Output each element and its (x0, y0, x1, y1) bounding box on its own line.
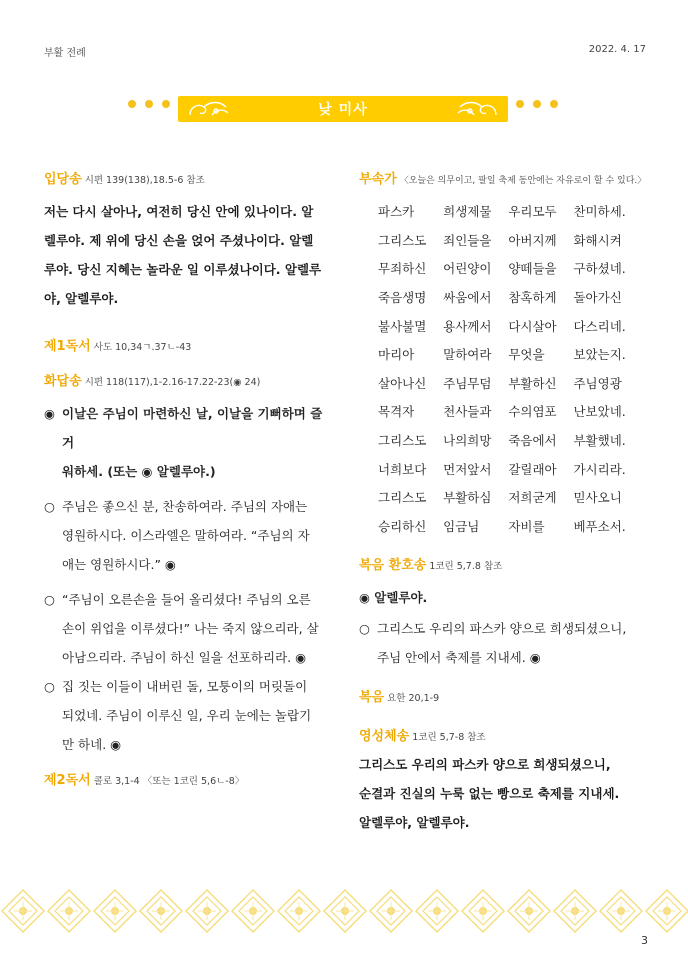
sequence-row: 죽음생명 싸움에서 참혹하게 돌아가신 (378, 290, 622, 306)
sequence-row: 무죄하신 어린양이 양떼들을 구하셨네. (378, 261, 626, 277)
sequence-row: 불사불멸 용사께서 다시살아 다스리네. (378, 318, 626, 334)
psalm-verses (44, 399, 332, 759)
page-number: 3 (641, 934, 648, 947)
dots-right-decoration (516, 100, 558, 108)
first-reading-heading: 제1독서 사도 10,34ㄱ.37ㄴ-43 (44, 339, 192, 354)
psalm-verse: ○ “주님이 오른손을 들어 올리셨다! 주님의 오른 손이 위업을 이루셨다!” 나는 죽지 않으리라, 살 아남으리라. 주님이 하신 일을 선포하리라. ◉ (44, 592, 319, 665)
sequence-row: 파스카 희생제물 우리모두 찬미하세. (378, 204, 626, 220)
header-section-name: 부활 전례 (44, 48, 86, 59)
second-reading-heading: 제2독서 콜로 3,1-4 〈또는 1코린 5,6ㄴ-8〉 (44, 773, 245, 788)
sequence-row: 목격자 천사들과 수의염포 난보았네. (378, 404, 626, 420)
sequence-row: 마리아 말하여라 무엇을 보았는지. (378, 347, 626, 363)
title-band (178, 96, 508, 122)
sequence-row: 그리스도 부활하심 저희굳게 믿사오니 (378, 490, 622, 506)
alleluia-response: ◉ 알렐루야. (359, 590, 428, 606)
left-column (44, 168, 332, 788)
sequence-heading: 부속가 〈오늘은 의무이고, 팔일 축제 동안에는 자유로이 할 수 있다.〉 (359, 172, 647, 187)
right-column (359, 168, 649, 837)
sequence-row: 그리스도 나의희망 죽음에서 부활했네. (378, 433, 626, 449)
sequence-row: 그리스도 죄인들을 아버지께 화해시켜 (378, 232, 622, 248)
dots-left-decoration (128, 100, 170, 108)
header-date: 2022. 4. 17 (588, 44, 646, 55)
swirl-ornament-icon (454, 99, 500, 119)
sequence-row: 살아나신 주님무덤 부활하신 주님영광 (378, 375, 622, 391)
communion-antiphon-text: 그리스도 우리의 파스카 양으로 희생되셨으니, 순결과 진실의 누룩 없는 빵으로 축제를 지내세. 알렐루야, 알렐루야. (359, 757, 620, 831)
entrance-antiphon-text: 저는 다시 살아나, 여전히 당신 안에 있나이다. 알 렐루야. 제 위에 당신 손을 얹어 주셨나이다. 알렐 루야. 당신 지혜는 놀라운 일 이루셨나이다. 알렐루 야, 알렐루야. (44, 204, 322, 306)
alleluia-verse: ○ 그리스도 우리의 파스카 양으로 희생되셨으니, 주님 안에서 축제를 지내세. ◉ (359, 621, 627, 666)
psalm-verse: ○ 집 짓는 이들이 내버린 돌, 모퉁이의 머릿돌이 되었네. 주님이 이루신 일, 우리 눈에는 놀랍기 만 하네. ◉ (44, 679, 312, 752)
entrance-antiphon-heading: 입당송 시편 139(138),18.5-6 참조 (44, 172, 205, 187)
footer-ornament-pattern (0, 888, 688, 934)
psalm-response: ◉ 이날은 주님이 마련하신 날, 이날을 기뻐하며 즐거 워하세. (또는 ◉ 알렐루야.) (44, 406, 323, 479)
sequence-row: 승리하신 임금님 자비를 베푸소서. (378, 518, 626, 534)
gospel-acclamation-heading: 복음 환호송 1코린 5,7.8 참조 (359, 558, 503, 574)
sequence-table (378, 197, 644, 540)
title-banner (128, 96, 558, 122)
communion-antiphon-heading: 영성체송 1코린 5,7-8 참조 (359, 729, 486, 745)
gospel-heading: 복음 요한 20,1-9 (359, 690, 440, 706)
swirl-ornament-icon (186, 99, 232, 119)
psalm-verse: ○ 주님은 좋으신 분, 찬송하여라. 주님의 자애는 영원하시다. 이스라엘은 말하여라. “주님의 자 애는 영원하시다.” ◉ (44, 499, 310, 572)
sequence-row: 너희보다 먼저앞서 갈릴래아 가시리라. (378, 461, 626, 477)
psalm-heading: 화답송 시편 118(117),1-2.16-17.22-23(◉ 24) (44, 374, 261, 389)
page-title: 낮 미사 (318, 102, 368, 118)
